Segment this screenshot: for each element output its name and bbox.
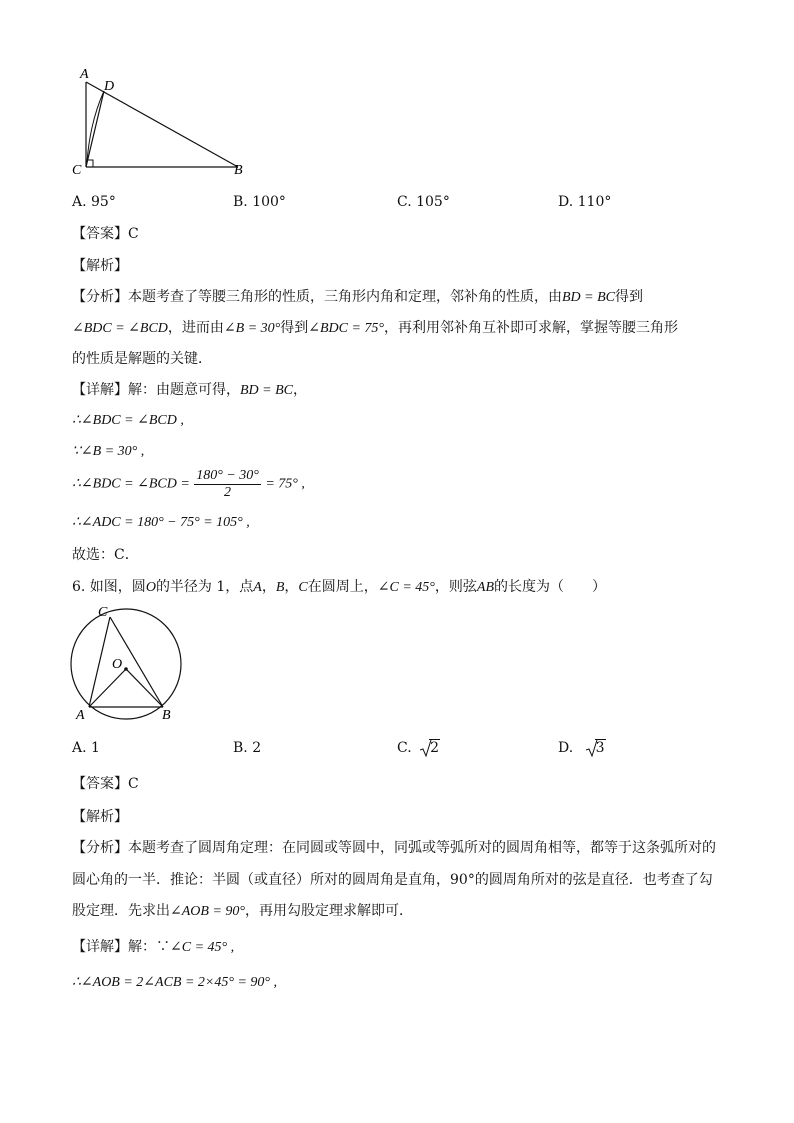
text: 【分析】本题考查了等腰三角形的性质，三角形内角和定理，邻补角的性质，由 (72, 289, 562, 305)
numerator: 180° − 30° (196, 468, 259, 483)
text: ，进而由 (167, 320, 224, 336)
segment-oa (89, 669, 126, 707)
sqrt-icon (586, 739, 606, 757)
q6-analysis-line3 (72, 902, 413, 921)
text: ， (284, 579, 299, 595)
math: O (145, 580, 156, 595)
label-b: B (234, 163, 243, 178)
q5-analysis-line2 (72, 319, 678, 338)
radicand: 3 (595, 740, 605, 756)
math: ∠C = 45° , (170, 940, 235, 955)
q6-jiexi: 【解析】 (72, 809, 128, 825)
text: 【详解】解：∵ (72, 939, 170, 955)
label: D. (558, 740, 574, 756)
q5-answer: 【答案】C (72, 226, 139, 242)
text: 在圆周上， (307, 579, 378, 595)
math: AB (476, 580, 494, 595)
q6-detail-line1 (72, 938, 234, 957)
segment-ca (89, 617, 110, 707)
denominator: 2 (224, 485, 232, 500)
label-c: C (72, 163, 82, 178)
label-c: C (98, 605, 108, 620)
segment-ab (86, 82, 238, 167)
label-o: O (112, 657, 123, 672)
q6-answer: 【答案】C (72, 776, 139, 792)
label-d: D (104, 79, 115, 94)
math: = 75° , (265, 476, 305, 492)
label-a: A (76, 708, 85, 723)
label-a: A (80, 67, 89, 82)
text: ，再用勾股定理求解即可． (245, 903, 413, 919)
text: 得到 (615, 289, 643, 305)
math: ∠C = 45° (377, 580, 435, 595)
q5-option-c: C. 105° (397, 194, 450, 210)
q5-detail-line5: ∴∠ADC = 180° − 75° = 105° , (72, 515, 250, 530)
q6-question (72, 578, 606, 597)
text: ， (293, 382, 307, 398)
radicand: 2 (430, 740, 440, 756)
figure-circle-o (62, 600, 192, 725)
math: BD = BC (240, 383, 293, 398)
q5-analysis-line1 (72, 288, 643, 307)
segment-cd (86, 91, 104, 167)
label: C. (397, 740, 412, 756)
math: B (275, 580, 285, 595)
text: ，则弦 (434, 579, 477, 595)
text: 的长度为（ ） (494, 579, 606, 595)
math: ∠B = 30° (223, 321, 281, 336)
text: 6. 如图，圆 (72, 579, 146, 595)
q5-option-b: B. 100° (233, 194, 286, 210)
q5-analysis-line3: 的性质是解题的关键． (72, 351, 212, 367)
text: 得到 (280, 320, 309, 336)
math: ∠BDC = ∠BCD (72, 321, 168, 336)
fraction (194, 468, 261, 501)
text: ，再利用邻补角互补即可求解，掌握等腰三角形 (384, 320, 679, 336)
sqrt-icon (420, 739, 440, 757)
label-b: B (162, 708, 171, 723)
q5-detail-line1 (72, 381, 307, 400)
q6-option-c (397, 739, 440, 757)
text: 【详解】解：由题意可得， (72, 382, 240, 398)
math: C (298, 580, 308, 595)
figure-triangle-acb (60, 62, 260, 182)
q6-option-d (558, 739, 606, 757)
circle-o (71, 609, 181, 719)
math: ∠BDC = 75° (308, 321, 385, 336)
q6-option-a: A. 1 (72, 740, 100, 756)
q6-analysis-line1: 【分析】本题考查了圆周角定理：在同圆或等圆中，同弧或等弧所对的圆周角相等，都等于这条弧所对的 (72, 840, 716, 856)
text: ， (261, 579, 276, 595)
q6-analysis-line2: 圆心角的一半．推论：半圆（或直径）所对的圆周角是直角，90°的圆周角所对的弦是直径．也考查了勾 (72, 872, 713, 888)
center-point (124, 667, 128, 671)
q5-detail-line3: ∵∠B = 30° , (72, 444, 145, 459)
text: 股定理．先求出 (72, 903, 170, 919)
q5-option-a: A. 95° (72, 194, 116, 210)
q6-detail-line2: ∴∠AOB = 2∠ACB = 2×45° = 90° , (72, 975, 278, 990)
math: BD = BC (562, 290, 615, 305)
q5-option-d: D. 110° (558, 194, 612, 210)
q5-jiexi: 【解析】 (72, 258, 128, 274)
math: ∴∠BDC = ∠BCD = (72, 476, 190, 492)
q5-detail-line4 (72, 468, 305, 501)
math: ∠AOB = 90° (170, 904, 245, 919)
q6-option-b: B. 2 (233, 740, 262, 756)
math: A (253, 580, 262, 595)
q5-choose: 故选：C． (72, 547, 139, 563)
q5-detail-line2: ∴∠BDC = ∠BCD , (72, 413, 184, 428)
text: 的半径为 1，点 (155, 579, 254, 595)
